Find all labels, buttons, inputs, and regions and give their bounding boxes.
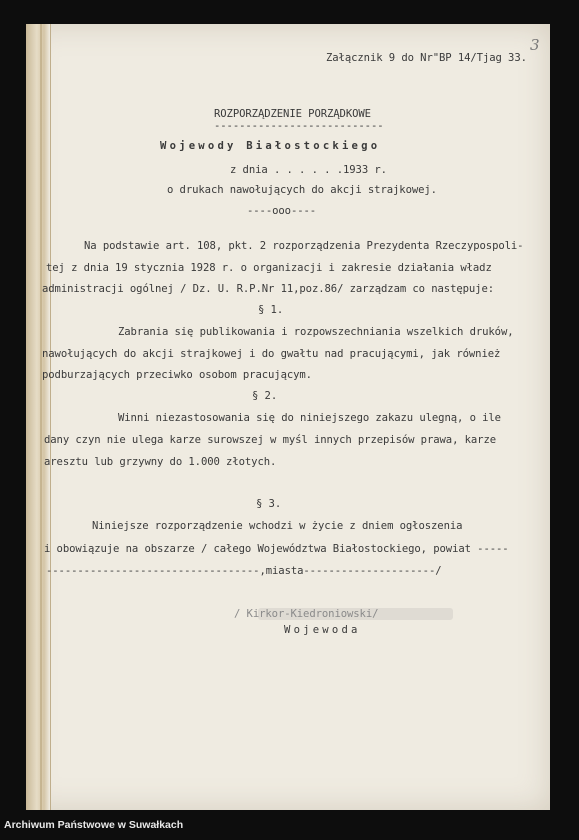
section-3-line-3: ----------------------------------,miasta---------------------/ (46, 565, 442, 577)
section-3-line-2: i obowiązuje na obszarze / całego Województwa Białostockiego, powiat ----- (44, 543, 509, 555)
binding-edge (26, 24, 51, 810)
heading-underline: --------------------------- (214, 120, 384, 132)
section-3-label: § 3. (256, 498, 282, 510)
date-line: z dnia . . . . . .1933 r. (230, 164, 387, 176)
section-1-line-1: Zabrania się publikowania i rozpowszechniania wszelkich druków, (118, 326, 514, 338)
section-2-line-1: Winni niezastosowania się do niniejszego zakazu ulegną, o ile (118, 412, 501, 424)
preamble-line-1: Na podstawie art. 108, pkt. 2 rozporządzenia Prezydenta Rzeczypospoli- (84, 240, 524, 252)
subject-line: o drukach nawołujących do akcji strajkowej. (167, 184, 437, 196)
preamble-line-2: tej z dnia 19 stycznia 1928 r. o organizacji i zakresie działania władz (46, 262, 492, 274)
section-3-line-1: Niniejsze rozporządzenie wchodzi w życie z dniem ogłoszenia (92, 520, 463, 532)
section-2-label: § 2. (252, 390, 278, 402)
section-1-line-2: nawołujących do akcji strajkowej i do gwałtu nad pracującymi, jak również (42, 348, 501, 360)
document-heading: ROZPORZĄDZENIE PORZĄDKOWE (214, 108, 371, 120)
section-1-line-3: podburzających przeciwko osobom pracującym. (42, 369, 312, 381)
pencil-page-number: 3 (530, 36, 540, 54)
attachment-reference: Załącznik 9 do Nr"BP 14/Tjag 33. (326, 52, 527, 64)
signature-role: Wojewoda (284, 624, 361, 636)
issuer-line: Wojewody Białostockiego (160, 140, 381, 152)
title-separator: ----ooo---- (247, 205, 317, 217)
signature-name: / Kirkor-Kiedroniowski/ (234, 608, 379, 620)
section-2-line-3: aresztu lub grzywny do 1.000 złotych. (44, 456, 277, 468)
binding-fold (40, 24, 42, 810)
preamble-line-3: administracji ogólnej / Dz. U. R.P.Nr 11,poz.86/ zarządzam co następuje: (42, 283, 495, 295)
section-1-label: § 1. (258, 304, 284, 316)
section-2-line-2: dany czyn nie ulega karze surowszej w myśl innych przepisów prawa, karze (44, 434, 497, 446)
archive-caption: Archiwum Państwowe w Suwałkach (4, 819, 184, 831)
